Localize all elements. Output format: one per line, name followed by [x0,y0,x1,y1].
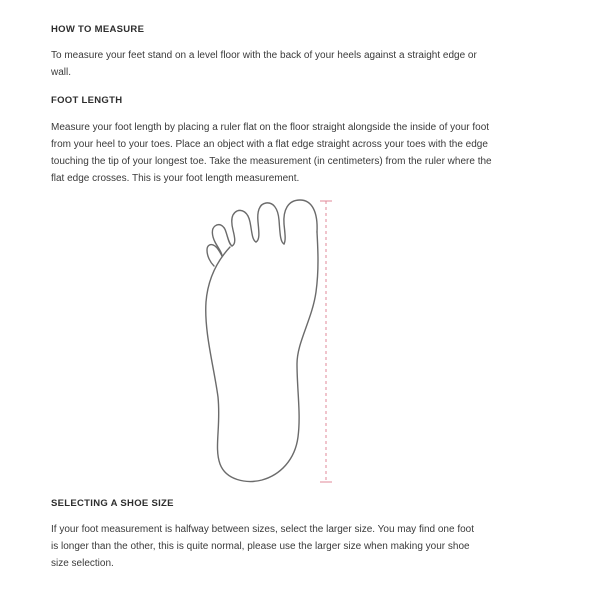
foot-sole-outline [206,232,318,481]
how-to-measure-text: To measure your feet stand on a level floor with the back of your heels against a straight edge or wall. [51,50,477,78]
how-to-measure-heading: HOW TO MEASURE [51,24,145,35]
foot-illustration [200,192,340,492]
third-toe-outline [232,210,256,246]
big-toe-outline [284,200,317,244]
foot-length-text: Measure your foot length by placing a ruler flat on the floor straight alongside the inside of your foot from your heel to your toes. Place an object with a flat edge straight across your toes with the edge touching the tip of your longest toe. Take the measurement (in centimeters) from the ruler where the flat edge crosses. This is your foot length measurement. [51,122,492,184]
foot-outline-icon [200,192,340,492]
selecting-shoe-size-heading: SELECTING A SHOE SIZE [51,498,174,509]
measurement-line [320,201,332,482]
selecting-shoe-size-text: If your foot measurement is halfway between sizes, select the larger size. You may find one foot is longer than the other, this is quite normal, please use the larger size when making your shoe size selection. [51,524,475,569]
little-toe-outline [207,245,222,266]
fourth-toe-outline [212,225,232,256]
foot-length-heading: FOOT LENGTH [51,95,123,106]
second-toe-outline [256,203,284,244]
